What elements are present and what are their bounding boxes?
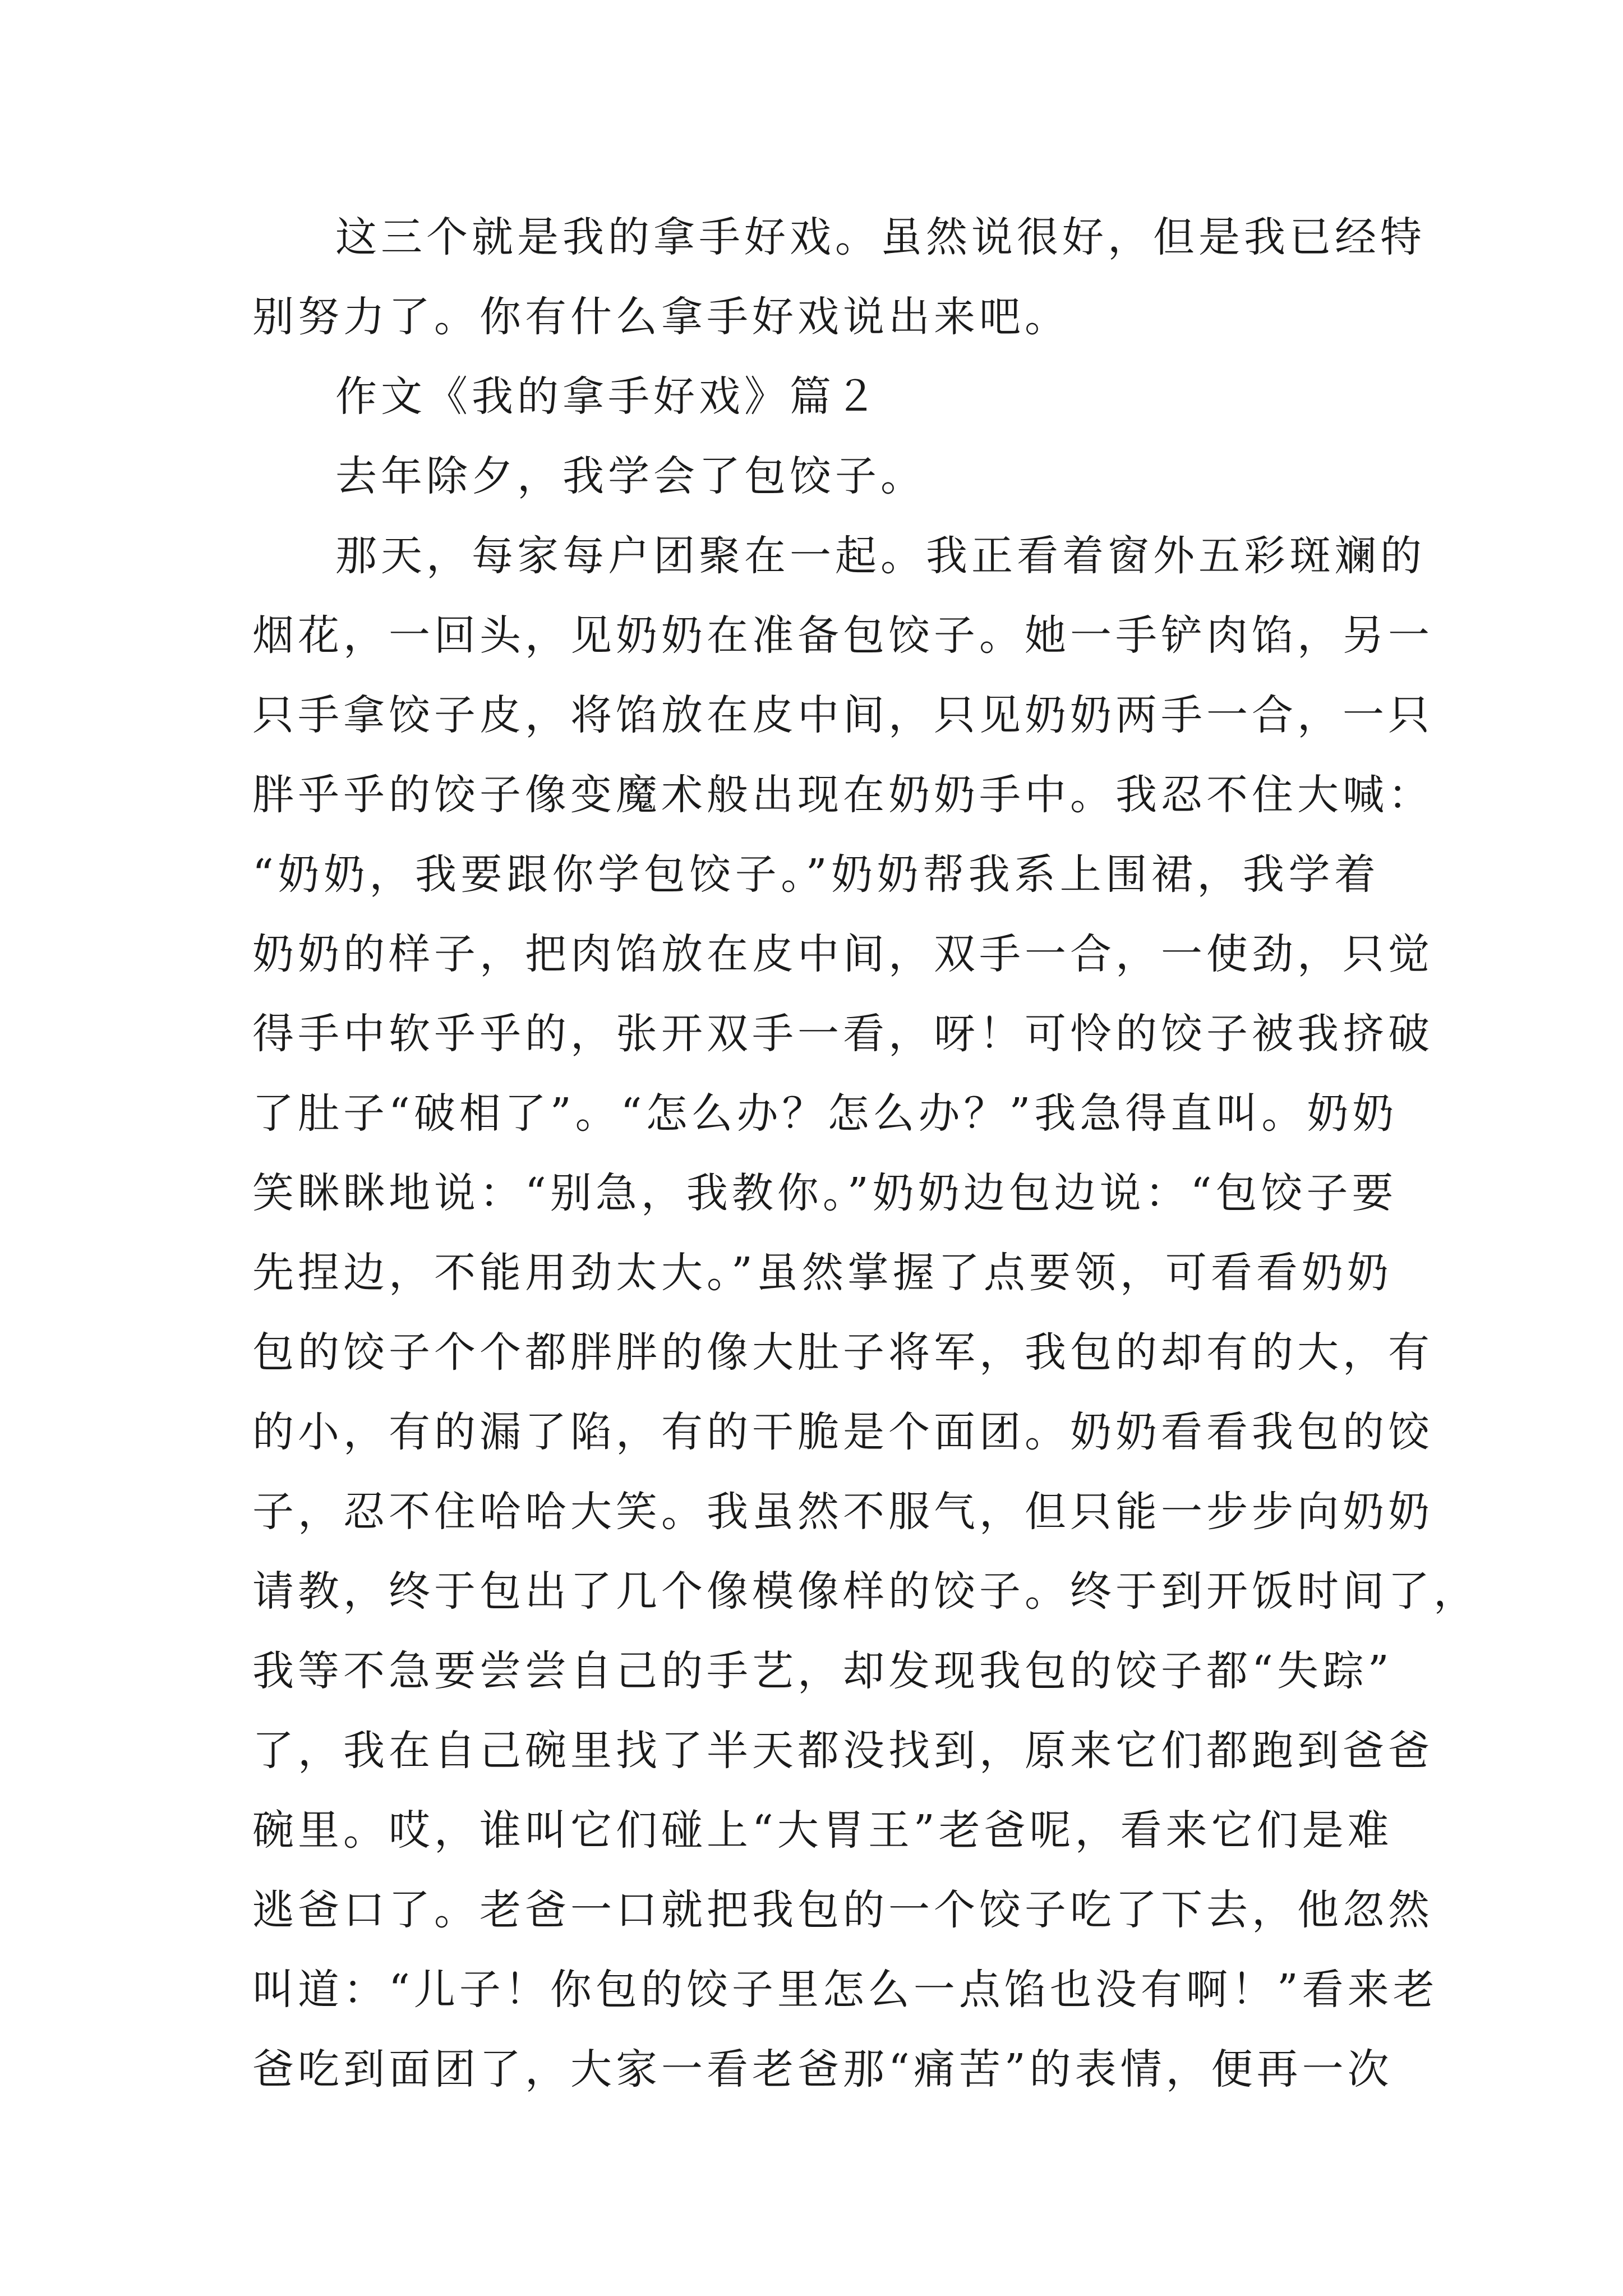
paragraph-line: 那天，每家每户团聚在一起。我正看着窗外五彩斑斓的	[335, 532, 1426, 580]
paragraph-line: 别努力了。你有什么拿手好戏说出来吧。	[252, 293, 1070, 341]
paragraph-line: 了肚子“破相了”。“怎么办？怎么办？”我急得直叫。奶奶	[252, 1089, 1398, 1138]
paragraph-line: 的小，有的漏了陷，有的干脆是个面团。奶奶看看我包的饺	[252, 1408, 1433, 1456]
article-heading: 作文《我的拿手好戏》篇２	[335, 372, 880, 421]
paragraph-line: “奶奶，我要跟你学包饺子。”奶奶帮我系上围裙，我学着	[252, 850, 1380, 899]
paragraph-line: 笑眯眯地说：“别急，我教你。”奶奶边包边说：“包饺子要	[252, 1169, 1398, 1217]
paragraph-line: 了，我在自己碗里找了半天都没找到，原来它们都跑到爸爸	[252, 1727, 1433, 1775]
paragraph-line: 爸吃到面团了，大家一看老爸那“痛苦”的表情，便再一次	[252, 2045, 1393, 2093]
paragraph-line: 胖乎乎的饺子像变魔术般出现在奶奶手中。我忍不住大喊：	[252, 771, 1433, 819]
paragraph-line: 叫道：“儿子！你包的饺子里怎么一点馅也没有啊！”看来老	[252, 1966, 1438, 2014]
paragraph-line: 得手中软乎乎的，张开双手一看，呀！可怜的饺子被我挤破	[252, 1010, 1433, 1058]
paragraph-line: 逃爸口了。老爸一口就把我包的一个饺子吃了下去，他忽然	[252, 1886, 1433, 1934]
paragraph-line: 包的饺子个个都胖胖的像大肚子将军，我包的却有的大，有	[252, 1328, 1433, 1377]
paragraph-line: 烟花，一回头，见奶奶在准备包饺子。她一手铲肉馅，另一	[252, 611, 1433, 660]
paragraph-line: 去年除夕，我学会了包饺子。	[335, 452, 926, 500]
paragraph-line: 先捏边，不能用劲太大。”虽然掌握了点要领，可看看奶奶	[252, 1249, 1393, 1297]
paragraph-line: 这三个就是我的拿手好戏。虽然说很好，但是我已经特	[335, 213, 1426, 261]
paragraph-line: 我等不急要尝尝自己的手艺，却发现我包的饺子都“失踪”	[252, 1647, 1393, 1695]
paragraph-line: 只手拿饺子皮，将馅放在皮中间，只见奶奶两手一合，一只	[252, 691, 1433, 739]
paragraph-line: 奶奶的样子，把肉馅放在皮中间，双手一合，一使劲，只觉	[252, 930, 1433, 978]
paragraph-line: 子，忍不住哈哈大笑。我虽然不服气，但只能一步步向奶奶	[252, 1488, 1433, 1536]
paragraph-line: 碗里。哎，谁叫它们碰上“大胃王”老爸呢，看来它们是难	[252, 1806, 1393, 1855]
paragraph-line: 请教，终于包出了几个像模像样的饺子。终于到开饭时间了，	[252, 1567, 1479, 1616]
